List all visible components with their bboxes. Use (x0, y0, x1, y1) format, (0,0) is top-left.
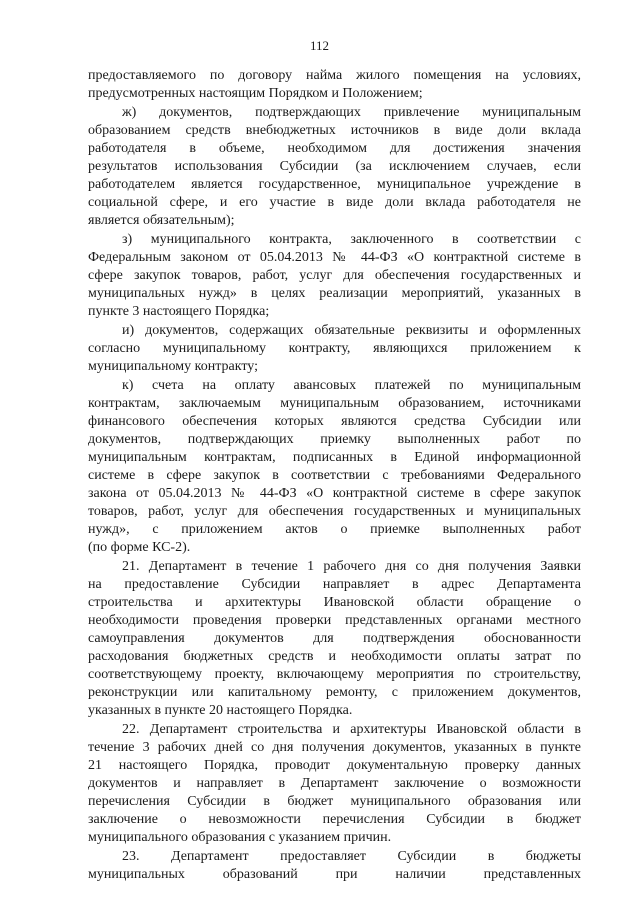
text-line: указанных в пункте 20 настоящего Порядка. (88, 703, 353, 718)
text-line: системе в сфере закупок в соответствии с требованиями Федерального (88, 468, 581, 483)
text-line: муниципальным контрактам, подписанных в Единой информационной (88, 450, 581, 465)
text-line: контрактам, заключаемым муниципальным образованием, источниками (88, 396, 581, 411)
text-line: 23. Департамент предоставляет Субсидии в бюджеты (122, 849, 581, 864)
text-line: работодателем является государственное, муниципальное учреждение в (88, 177, 581, 192)
text-line: муниципальных образований при наличии представленных (88, 867, 581, 882)
text-line: Федеральным законом от 05.04.2013 № 44-ФЗ «О контрактной системе в (88, 250, 581, 265)
text-line: необходимости проведения проверки представленных органами местного (88, 613, 581, 628)
text-line: закона от 05.04.2013 № 44-ФЗ «О контрактной системе в сфере закупок (88, 486, 581, 501)
text-line: работодателя в объеме, необходимом для достижения значения (88, 141, 581, 156)
text-line: з) муниципального контракта, заключенного в соответствии с (122, 232, 581, 247)
text-line: строительства и архитектуры Ивановской области обращение о (88, 595, 581, 610)
text-line: образованием средств внебюджетных источников в виде доли вклада (88, 123, 581, 138)
text-line: муниципального образования с указанием причин. (88, 830, 392, 845)
text-line: муниципальных нужд» в целях реализации мероприятий, указанных в (88, 286, 581, 301)
text-line: соответствующему проекту, включающему мероприятия по строительству, (88, 667, 581, 682)
text-line: пункте 3 настоящего Порядка; (88, 304, 270, 319)
text-line: согласно муниципальному контракту, являющихся приложением к (88, 341, 581, 356)
text-line: является обязательным); (88, 213, 235, 228)
text-line: 21 настоящего Порядка, проводит документальную проверку данных (88, 758, 581, 773)
text-line: заключение о невозможности перечисления Субсидии в бюджет (88, 812, 581, 827)
text-line: муниципальному контракту; (88, 359, 258, 374)
text-line: на предоставление Субсидии направляет в адрес Департамента (88, 577, 581, 592)
text-line: товаров, работ, услуг для обеспечения государственных и муниципальных (88, 504, 581, 519)
text-line: к) счета на оплату авансовых платежей по муниципальным (122, 378, 581, 393)
text-line: результатов использования Субсидии (за исключением случаев, если (88, 159, 581, 174)
text-line: сфере закупок товаров, работ, услуг для обеспечения государственных и (88, 268, 581, 283)
text-line: перечисления Субсидии в бюджет муниципального образования или (88, 794, 581, 809)
text-line: документов, подтверждающих приемку выполненных работ по (88, 432, 581, 447)
text-line: течение 3 рабочих дней со дня получения документов, указанных в пункте (88, 740, 581, 755)
text-line: документов и направляет в Департамент заключение о возможности (88, 776, 581, 791)
text-line: реконструкции или капитальному ремонту, с приложением документов, (88, 685, 581, 700)
text-line: предоставляемого по договору найма жилого помещения на условиях, (88, 68, 581, 83)
text-line: самоуправления документов для подтверждения обоснованности (88, 631, 581, 646)
text-line: расходования бюджетных средств и необходимости оплаты затрат по (88, 649, 581, 664)
text-line: 21. Департамент в течение 1 рабочего дня со дня получения Заявки (122, 559, 581, 574)
text-line: финансового обеспечения которых являются средства Субсидии или (88, 414, 581, 429)
text-line: (по форме КС-2). (88, 540, 191, 555)
text-line: и) документов, содержащих обязательные реквизиты и оформленных (122, 323, 581, 338)
text-line: 22. Департамент строительства и архитектуры Ивановской области в (122, 722, 581, 737)
text-line: нужд», с приложением актов о приемке выполненных работ (88, 522, 581, 537)
text-line: социальной сфере, и его участие в виде доли вклада работодателя не (88, 195, 581, 210)
text-line: ж) документов, подтверждающих привлечение муниципальным (122, 105, 581, 120)
page-number: 112 (309, 38, 330, 53)
text-line: предусмотренных настоящим Порядком и Положением; (88, 86, 423, 101)
